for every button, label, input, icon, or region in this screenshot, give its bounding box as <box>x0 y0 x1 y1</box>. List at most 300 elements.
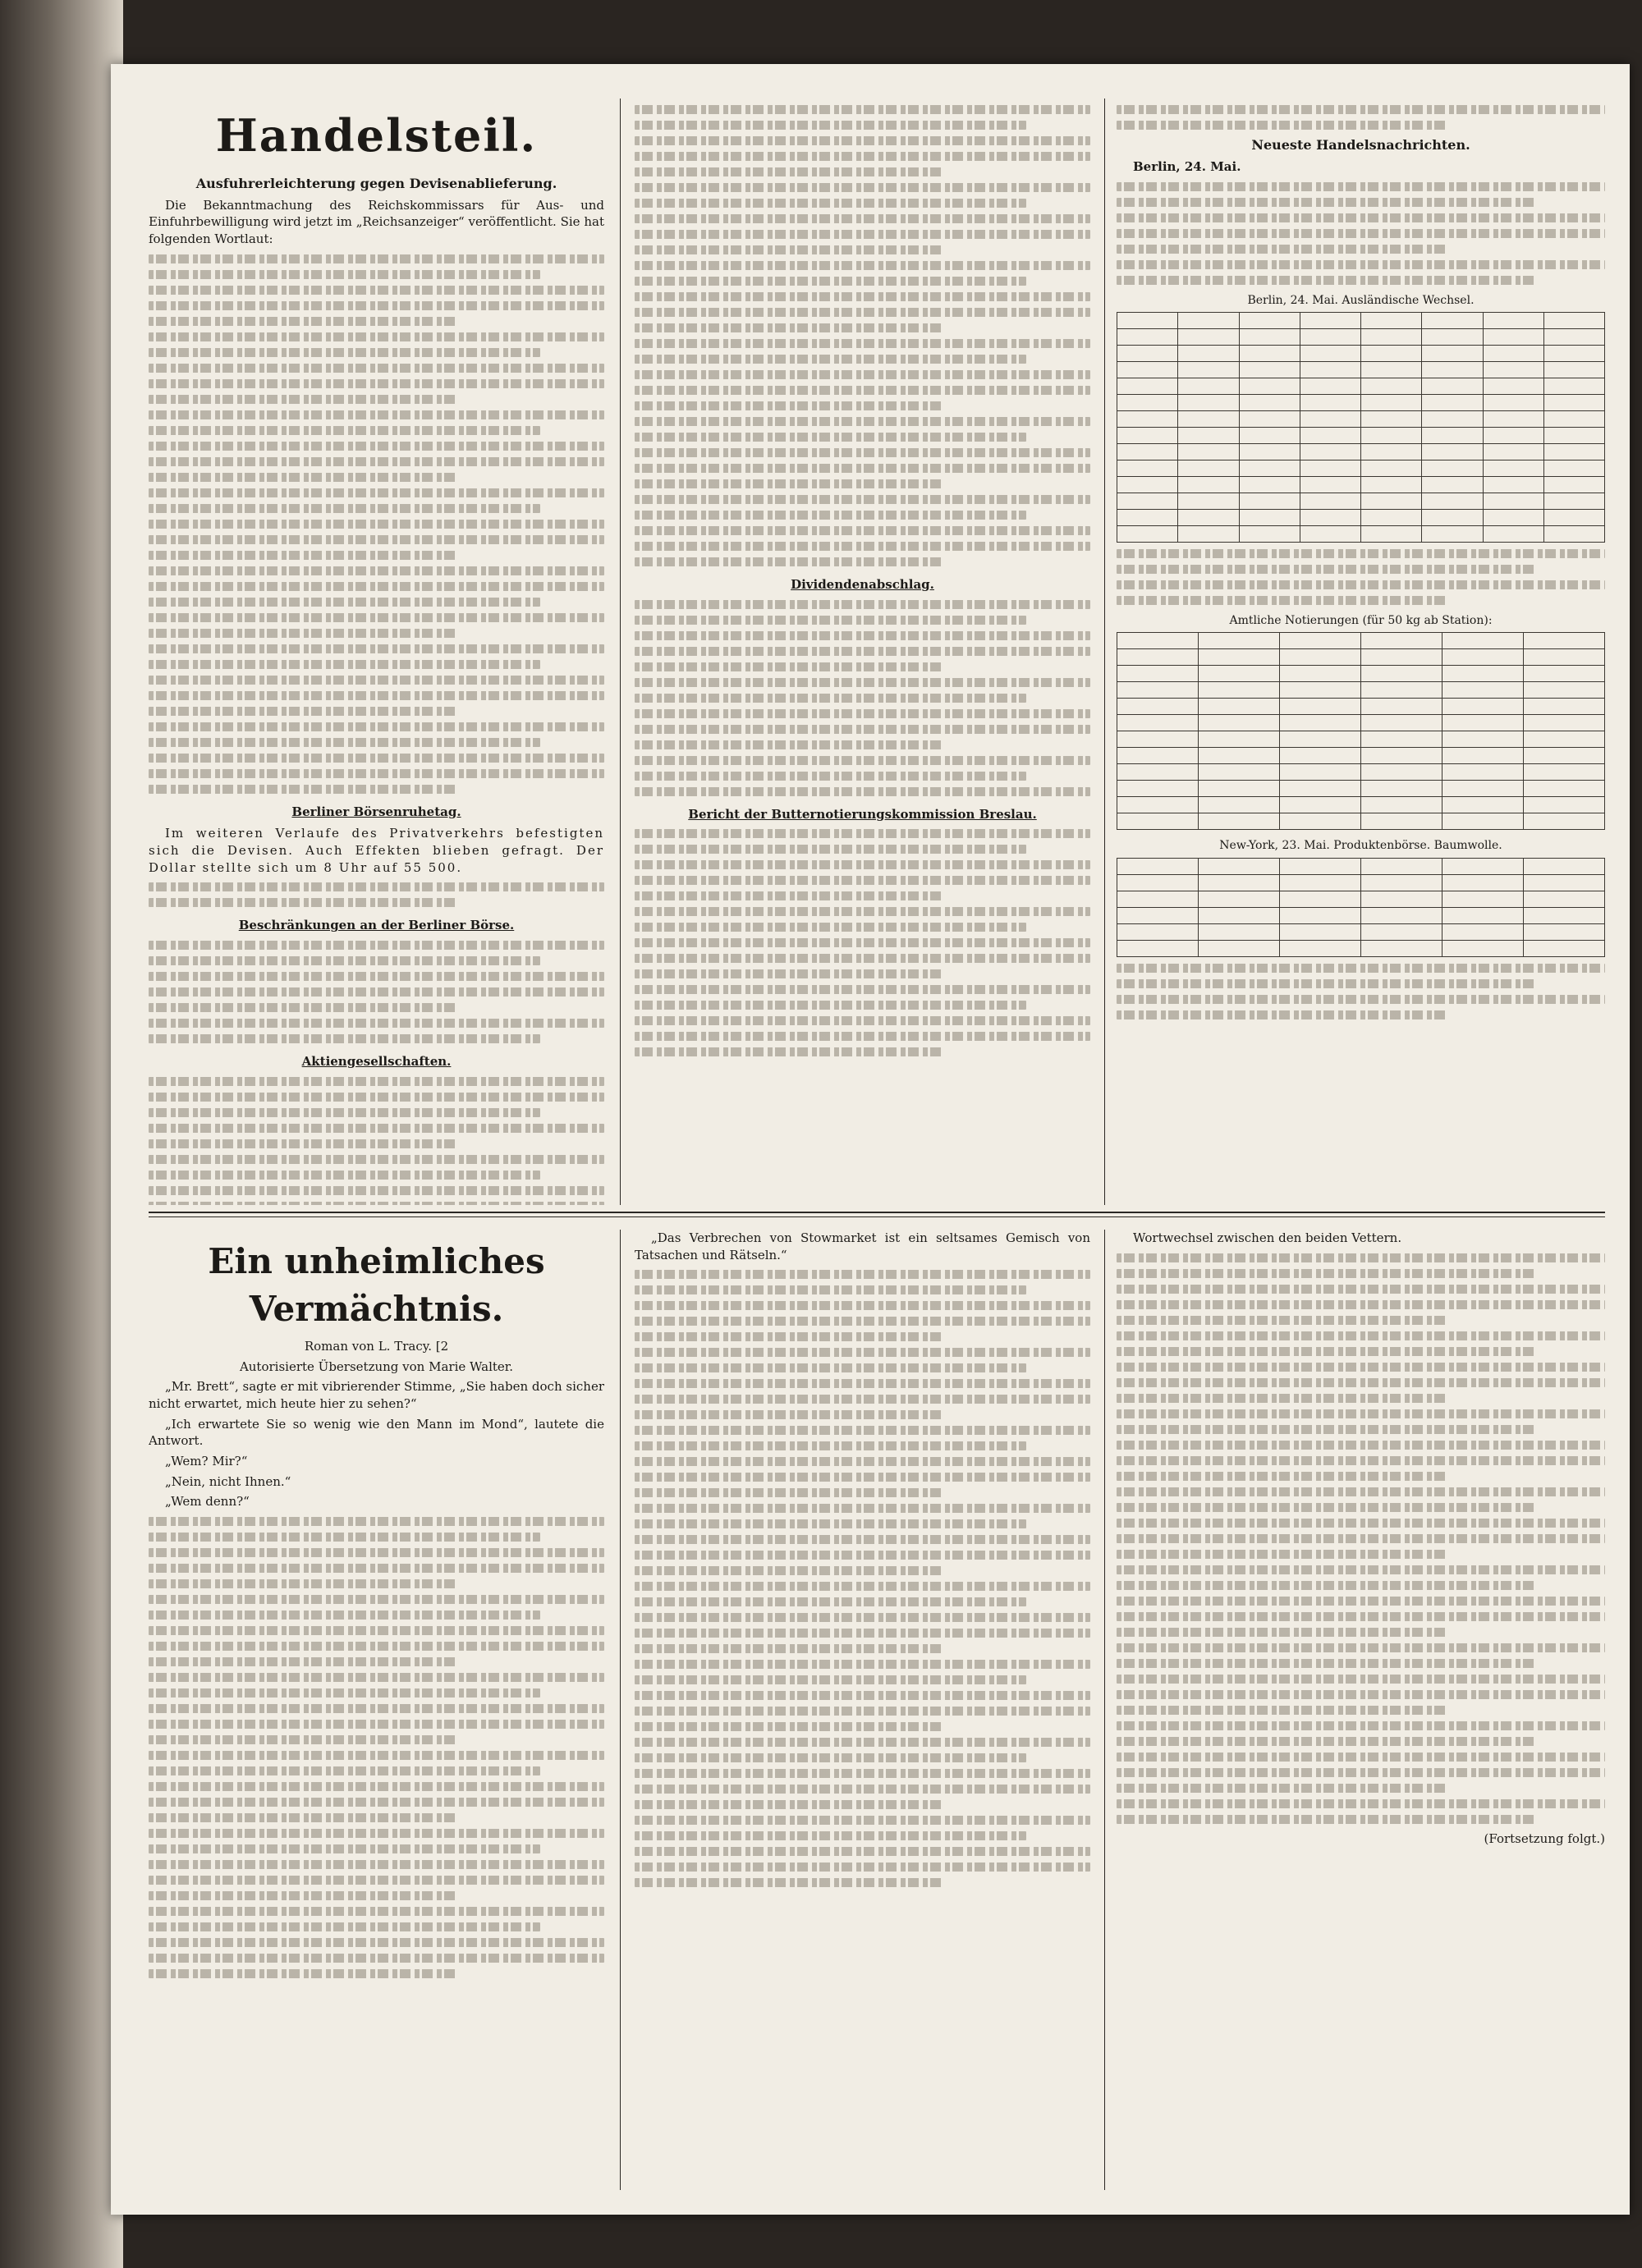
illegible-text-line <box>149 613 604 622</box>
illegible-text-line <box>635 772 1026 781</box>
illegible-text-line <box>635 1332 944 1341</box>
illegible-text-line <box>149 1034 540 1043</box>
commerce-masthead: Handelsteil. <box>215 109 538 162</box>
paragraph: Wortwechsel zwischen den beiden Vettern. <box>1133 1230 1402 1245</box>
illegible-text-line <box>149 1595 604 1604</box>
illegible-text-line <box>635 386 1090 395</box>
illegible-text-line <box>635 1270 1090 1279</box>
illegible-text-line <box>1117 276 1537 285</box>
illegible-text-line <box>635 214 1090 223</box>
illegible-text-line <box>635 1675 1026 1684</box>
illegible-text-line <box>149 882 604 891</box>
illegible-text-line <box>635 1410 944 1419</box>
illegible-text-line <box>635 647 1090 656</box>
illegible-text-line <box>1117 1675 1605 1684</box>
illegible-text-line <box>1117 1363 1605 1372</box>
table-row <box>1117 940 1605 956</box>
illegible-text-line <box>149 1782 604 1791</box>
illegible-text-line <box>149 1954 604 1963</box>
table-row <box>1117 362 1605 378</box>
illegible-text-line <box>635 542 1090 551</box>
illegible-text-line <box>149 754 604 763</box>
latest-news-heading: Neueste Handelsnachrichten. <box>1251 137 1470 153</box>
restrictions-heading: Beschränkungen an der Berliner Börse. <box>238 918 515 933</box>
illegible-text-line <box>635 923 1026 932</box>
table-row <box>1117 493 1605 510</box>
illegible-text-line <box>149 566 604 575</box>
feuilleton-column-1 <box>149 1230 604 2190</box>
illegible-text-line <box>635 121 1026 130</box>
illegible-text-line <box>149 1626 604 1635</box>
illegible-text-line <box>635 1488 944 1497</box>
illegible-text-line <box>149 1564 604 1573</box>
illegible-text-line <box>635 167 944 176</box>
illegible-text-line <box>1117 1456 1605 1465</box>
illegible-text-line <box>149 1844 540 1853</box>
illegible-text-line <box>1117 213 1605 222</box>
table-row <box>1117 874 1605 891</box>
illegible-text-line <box>1117 964 1605 973</box>
new-york-heading: New-York, 23. Mai. Produktenbörse. Baumwolle. <box>1219 839 1502 853</box>
illegible-text-line <box>149 987 604 997</box>
commerce-column-3 <box>1117 99 1605 1205</box>
illegible-text-line <box>149 395 458 404</box>
illegible-text-line <box>635 969 944 978</box>
feuilleton-column-2 <box>635 1230 1090 2190</box>
illegible-text-line <box>149 785 458 794</box>
paragraph: Die Bekanntmachung des Reichskommissars für Aus- und Einfuhrbewilligung wird jetzt im „Reichsanzeiger“ veröffentlicht. Sie hat folgenden Wortlaut: <box>149 197 604 246</box>
illegible-text-line <box>635 152 1090 161</box>
illegible-text-line <box>635 1001 1026 1010</box>
table-row <box>1117 395 1605 411</box>
illegible-text-line <box>149 1798 604 1807</box>
illegible-text-line <box>149 1891 458 1900</box>
illegible-text-line <box>149 1735 458 1744</box>
illegible-text-line <box>1117 1799 1605 1808</box>
illegible-text-line <box>149 1579 458 1588</box>
illegible-text-line <box>635 1317 1090 1326</box>
illegible-text-line <box>1117 565 1537 574</box>
illegible-text-line <box>635 1285 1026 1294</box>
illegible-text-line <box>149 629 458 638</box>
installment-number: [2 <box>435 1338 449 1354</box>
illegible-text-line <box>635 105 1090 114</box>
illegible-text-line <box>149 551 458 560</box>
illegible-text-line <box>149 582 604 591</box>
illegible-text-line <box>635 616 1026 625</box>
illegible-text-line <box>635 1644 944 1653</box>
illegible-text-line <box>149 1829 604 1838</box>
shares-heading: Aktiengesellschaften. <box>301 1054 452 1070</box>
illegible-text-line <box>149 473 458 482</box>
illegible-text-line <box>1117 1659 1537 1668</box>
illegible-text-line <box>635 557 944 566</box>
illegible-text-line <box>149 317 458 326</box>
illegible-text-line <box>149 348 540 357</box>
illegible-text-line <box>149 1533 540 1542</box>
cotton-prices-table <box>1117 858 1605 957</box>
illegible-text-line <box>635 1878 944 1887</box>
illegible-text-line <box>635 1566 944 1575</box>
illegible-text-line <box>1117 1441 1605 1450</box>
illegible-text-line <box>635 1348 1090 1357</box>
illegible-text-line <box>635 495 1090 504</box>
table-row <box>1117 781 1605 797</box>
illegible-text-line <box>635 433 1026 442</box>
illegible-text-line <box>1117 260 1605 269</box>
illegible-text-line <box>635 1301 1090 1310</box>
table-row <box>1117 731 1605 748</box>
illegible-text-line <box>635 1831 1026 1840</box>
illegible-text-line <box>1117 1503 1537 1512</box>
illegible-text-line <box>149 1720 604 1729</box>
illegible-text-line <box>1117 1737 1537 1746</box>
illegible-text-line <box>635 1504 1090 1513</box>
illegible-text-line <box>149 1077 604 1086</box>
illegible-text-line <box>149 535 604 544</box>
illegible-text-line <box>635 740 944 749</box>
illegible-text-line <box>1117 1269 1537 1278</box>
headline-export: Ausfuhrerleichterung gegen Devisenablieferung. <box>195 175 557 191</box>
paragraph: „Das Verbrechen von Stowmarket ist ein seltsames Gemisch von Tatsachen und Rätseln.“ <box>635 1230 1090 1262</box>
dateline: Berlin, 24. Mai. <box>1133 159 1241 175</box>
illegible-text-line <box>635 261 1090 270</box>
illegible-text-line <box>1117 1597 1605 1606</box>
illegible-text-line <box>149 286 604 295</box>
table-row <box>1117 797 1605 813</box>
exchange-rates-heading: Berlin, 24. Mai. Ausländische Wechsel. <box>1247 293 1475 307</box>
illegible-text-line <box>635 891 944 900</box>
illegible-text-line <box>635 230 1090 239</box>
illegible-text-line <box>149 1171 540 1180</box>
illegible-text-line <box>149 738 540 747</box>
illegible-text-line <box>1117 1550 1449 1559</box>
illegible-text-line <box>635 954 1090 963</box>
illegible-text-line <box>1117 580 1605 589</box>
illegible-text-line <box>635 1016 1090 1025</box>
column-rule <box>620 99 621 1205</box>
illegible-text-line <box>149 301 604 310</box>
illegible-text-line <box>149 332 604 341</box>
illegible-text-line <box>635 756 1090 765</box>
illegible-text-line <box>635 479 944 488</box>
illegible-text-line <box>635 1535 1090 1544</box>
illegible-text-line <box>149 1108 540 1117</box>
illegible-text-line <box>149 504 540 513</box>
illegible-text-line <box>635 1738 1090 1747</box>
illegible-text-line <box>149 1704 604 1713</box>
illegible-text-line <box>149 1003 458 1012</box>
illegible-text-line <box>1117 1300 1605 1309</box>
illegible-text-line <box>635 938 1090 947</box>
table-row <box>1117 699 1605 715</box>
illegible-text-line <box>149 1139 458 1148</box>
illegible-text-line <box>149 1938 604 1947</box>
illegible-text-line <box>1117 1409 1605 1418</box>
table-row <box>1117 477 1605 493</box>
column-rule <box>1104 99 1105 1205</box>
illegible-text-line <box>1117 1347 1537 1356</box>
illegible-text-line <box>1117 1394 1449 1403</box>
illegible-text-line <box>635 526 1090 535</box>
illegible-text-line <box>1117 1581 1537 1590</box>
illegible-text-line <box>1117 1784 1449 1793</box>
illegible-text-line <box>1117 1472 1449 1481</box>
illegible-text-line <box>635 600 1090 609</box>
illegible-text-line <box>1117 1628 1449 1637</box>
illegible-text-line <box>1117 245 1449 254</box>
illegible-text-line <box>149 1688 540 1698</box>
illegible-text-line <box>635 907 1090 916</box>
illegible-text-line <box>1117 1768 1605 1777</box>
illegible-text-line <box>149 691 604 700</box>
illegible-text-line <box>635 1785 1090 1794</box>
illegible-text-line <box>635 1457 1090 1466</box>
paragraph: „Ich erwartete Sie so wenig wie den Mann im Mond“, lautete die Antwort. <box>149 1416 604 1449</box>
table-row <box>1117 858 1605 874</box>
illegible-text-line <box>149 1766 540 1775</box>
illegible-text-line <box>1117 1487 1605 1496</box>
illegible-text-line <box>635 1441 1026 1450</box>
table-row <box>1117 633 1605 649</box>
official-prices-heading: Amtliche Notierungen (für 50 kg ab Station): <box>1229 614 1493 628</box>
illegible-text-line <box>1117 1534 1605 1543</box>
dividend-heading: Dividendenabschlag. <box>791 577 934 592</box>
illegible-text-line <box>149 941 604 950</box>
illegible-text-line <box>635 1800 944 1809</box>
illegible-text-line <box>149 1548 604 1557</box>
illegible-text-line <box>635 1691 1090 1700</box>
table-row <box>1117 460 1605 477</box>
illegible-text-line <box>635 199 1026 208</box>
illegible-text-line <box>635 448 1090 457</box>
illegible-text-line <box>635 1863 1090 1872</box>
illegible-text-line <box>1117 1706 1449 1715</box>
paragraph: „Nein, nicht Ihnen.“ <box>165 1473 291 1489</box>
illegible-text-line <box>635 678 1090 687</box>
paragraph: „Mr. Brett“, sagte er mit vibrierender Stimme, „Sie haben doch sicher nicht erwartet, mich heute hier zu sehen?“ <box>149 1379 604 1411</box>
illegible-text-line <box>635 1660 1090 1669</box>
illegible-text-line <box>1117 1331 1605 1340</box>
scan-edge <box>0 0 123 2268</box>
illegible-text-line <box>149 956 540 965</box>
illegible-text-line <box>149 254 604 263</box>
table-row <box>1117 891 1605 907</box>
illegible-text-line <box>635 1597 1026 1606</box>
illegible-text-line <box>635 183 1090 192</box>
table-row <box>1117 526 1605 543</box>
table-row <box>1117 378 1605 395</box>
illegible-text-line <box>149 442 604 451</box>
table-row <box>1117 444 1605 460</box>
illegible-text-line <box>149 1124 604 1133</box>
column-rule <box>1104 1230 1105 2190</box>
table-row <box>1117 923 1605 940</box>
illegible-text-line <box>635 709 1090 718</box>
illegible-text-line <box>1117 1316 1449 1325</box>
illegible-text-line <box>635 511 1026 520</box>
illegible-text-line <box>149 644 604 653</box>
illegible-text-line <box>1117 995 1605 1004</box>
illegible-text-line <box>1117 1721 1605 1730</box>
illegible-text-line <box>149 1860 604 1869</box>
table-row <box>1117 411 1605 428</box>
illegible-text-line <box>1117 1285 1605 1294</box>
illegible-text-line <box>635 662 944 671</box>
illegible-text-line <box>635 1769 1090 1778</box>
illegible-text-line <box>1117 1815 1537 1824</box>
illegible-text-line <box>635 787 1090 796</box>
table-row <box>1117 329 1605 346</box>
illegible-text-line <box>1117 198 1537 207</box>
commerce-column-2 <box>635 99 1090 1205</box>
illegible-text-line <box>149 1657 458 1666</box>
illegible-text-line <box>635 725 1090 734</box>
illegible-text-line <box>149 598 540 607</box>
novel-author: Roman von L. Tracy. [2 <box>304 1338 449 1354</box>
illegible-text-line <box>149 707 458 716</box>
table-row <box>1117 907 1605 923</box>
illegible-text-line <box>635 1363 1026 1372</box>
illegible-text-line <box>149 972 604 981</box>
column-rule <box>620 1230 621 2190</box>
illegible-text-line <box>1117 596 1449 605</box>
illegible-text-line <box>149 1186 604 1195</box>
illegible-text-line <box>149 488 604 497</box>
illegible-text-line <box>149 1019 604 1028</box>
butter-report-heading: Bericht der Butternotierungskommission Breslau. <box>688 806 1037 822</box>
illegible-text-line <box>635 1707 1090 1716</box>
table-row <box>1117 313 1605 329</box>
illegible-text-line <box>149 1642 604 1651</box>
illegible-text-line <box>1117 105 1605 114</box>
illegible-text-line <box>635 355 1026 364</box>
illegible-text-line <box>149 660 540 669</box>
illegible-text-line <box>1117 979 1537 988</box>
illegible-text-line <box>635 1613 1090 1622</box>
illegible-text-line <box>149 1922 540 1931</box>
table-row <box>1117 649 1605 666</box>
illegible-text-line <box>635 1722 944 1731</box>
paragraph: „Wem? Mir?“ <box>165 1454 248 1469</box>
illegible-text-line <box>149 1876 604 1885</box>
paragraph: „Wem denn?“ <box>165 1494 250 1510</box>
illegible-text-line <box>1117 182 1605 191</box>
illegible-text-line <box>635 1816 1090 1825</box>
illegible-text-line <box>635 1582 1090 1591</box>
illegible-text-line <box>635 1847 1090 1856</box>
illegible-text-line <box>635 1519 1026 1528</box>
illegible-text-line <box>635 401 944 410</box>
illegible-text-line <box>149 379 604 388</box>
illegible-text-line <box>1117 1565 1605 1574</box>
illegible-text-line <box>635 417 1090 426</box>
table-row <box>1117 510 1605 526</box>
illegible-text-line <box>635 845 1026 854</box>
illegible-text-line <box>635 1426 1090 1435</box>
illegible-text-line <box>149 364 604 373</box>
illegible-text-line <box>635 277 1026 286</box>
illegible-text-line <box>1117 549 1605 558</box>
illegible-text-line <box>635 1473 1090 1482</box>
illegible-text-line <box>1117 1643 1605 1652</box>
illegible-text-line <box>1117 1519 1605 1528</box>
illegible-text-line <box>1117 229 1605 238</box>
illegible-text-line <box>635 829 1090 838</box>
illegible-text-line <box>635 1032 1090 1041</box>
table-row <box>1117 666 1605 682</box>
illegible-text-line <box>149 722 604 731</box>
illegible-text-line <box>149 410 604 419</box>
exchange-rates-table <box>1117 312 1605 543</box>
exchange-heading: Berliner Börsenruhetag. <box>291 804 461 819</box>
illegible-text-line <box>149 898 458 907</box>
illegible-text-line <box>635 136 1090 145</box>
illegible-text-line <box>1117 1425 1537 1434</box>
illegible-text-line <box>149 1093 604 1102</box>
illegible-text-line <box>1117 121 1449 130</box>
illegible-text-line <box>635 323 944 332</box>
illegible-text-line <box>149 1751 604 1760</box>
table-row <box>1117 428 1605 444</box>
illegible-text-line <box>635 1047 944 1056</box>
illegible-text-line <box>635 339 1090 348</box>
illegible-text-line <box>635 876 1090 885</box>
illegible-text-line <box>635 292 1090 301</box>
section-divider <box>149 1212 1605 1217</box>
illegible-text-line <box>1117 1690 1605 1699</box>
novel-title: Ein unheimliches Vermächtnis. <box>208 1241 545 1329</box>
newspaper-page <box>111 64 1630 2215</box>
illegible-text-line <box>149 1969 458 1978</box>
illegible-text-line <box>1117 1253 1605 1262</box>
illegible-text-line <box>635 1379 1090 1388</box>
feuilleton-column-3 <box>1117 1230 1605 2190</box>
illegible-text-line <box>635 985 1090 994</box>
illegible-text-line <box>149 426 540 435</box>
illegible-text-line <box>149 676 604 685</box>
illegible-text-line <box>149 270 540 279</box>
illegible-text-line <box>149 1155 604 1164</box>
illegible-text-line <box>635 1551 1090 1560</box>
illegible-text-line <box>149 1202 604 1205</box>
table-row <box>1117 715 1605 731</box>
illegible-text-line <box>635 308 1090 317</box>
table-row <box>1117 764 1605 781</box>
illegible-text-line <box>149 1813 458 1822</box>
illegible-text-line <box>635 1629 1090 1638</box>
translator-credit: Autorisierte Übersetzung von Marie Walter. <box>239 1359 514 1374</box>
commerce-column-1 <box>149 99 604 1205</box>
continued-note: (Fortsetzung folgt.) <box>1484 1830 1605 1846</box>
illegible-text-line <box>635 860 1090 869</box>
illegible-text-line <box>635 1753 1026 1762</box>
illegible-text-line <box>149 769 604 778</box>
illegible-text-line <box>635 245 944 254</box>
illegible-text-line <box>149 457 604 466</box>
illegible-text-line <box>149 520 604 529</box>
table-row <box>1117 813 1605 830</box>
table-row <box>1117 346 1605 362</box>
illegible-text-line <box>635 464 1090 473</box>
illegible-text-line <box>149 1673 604 1682</box>
produce-prices-table <box>1117 632 1605 830</box>
illegible-text-line <box>1117 1378 1605 1387</box>
illegible-text-line <box>149 1517 604 1526</box>
illegible-text-line <box>635 631 1090 640</box>
illegible-text-line <box>1117 1010 1449 1019</box>
illegible-text-line <box>635 694 1026 703</box>
